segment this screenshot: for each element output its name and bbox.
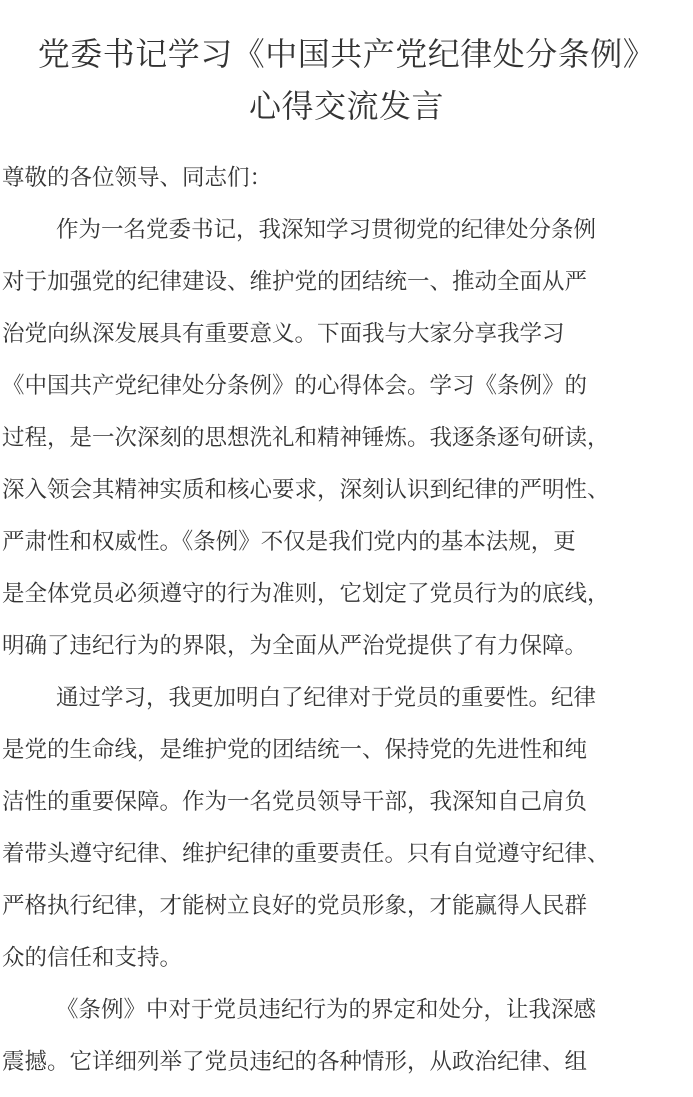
body-text-line: 对于加强党的纪律建设、维护党的团结统一、推动全面从严 (2, 269, 588, 295)
body-text-line: 严格执行纪律，才能树立良好的党员形象，才能赢得人民群 (2, 893, 588, 919)
document-title (0, 0, 693, 132)
body-text-line: 通过学习，我更加明白了纪律对于党员的重要性。纪律 (56, 685, 597, 711)
title-line-1: 党委书记学习《中国共产党纪律处分条例》 (37, 35, 656, 73)
document-body (0, 152, 693, 1088)
body-text-line: 治党向纵深发展具有重要意义。下面我与大家分享我学习 (2, 321, 565, 347)
body-text-line: 众的信任和支持。 (2, 945, 183, 971)
body-text-line: 着带头遵守纪律、维护纪律的重要责任。只有自觉遵守纪律、 (2, 841, 610, 867)
body-text-line: 严肃性和权威性。《条例》不仅是我们党内的基本法规，更 (2, 529, 576, 555)
body-text-line: 洁性的重要保障。作为一名党员领导干部，我深知自己肩负 (2, 789, 588, 815)
body-text-line: 明确了违纪行为的界限，为全面从严治党提供了有力保障。 (2, 633, 588, 659)
body-text-line: 《条例》中对于党员违纪行为的界定和处分，让我深感 (56, 997, 597, 1023)
body-text-line: 过程，是一次深刻的思想洗礼和精神锤炼。我逐条逐句研读， (2, 425, 610, 451)
body-text-line: 深入领会其精神实质和核心要求，深刻认识到纪律的严明性、 (2, 477, 610, 503)
title-line-2: 心得交流发言 (248, 87, 444, 125)
greeting-line: 尊敬的各位领导、同志们： (2, 165, 273, 191)
body-text-line: 《中国共产党纪律处分条例》的心得体会。学习《条例》的 (2, 373, 588, 399)
body-text-line: 作为一名党委书记，我深知学习贯彻党的纪律处分条例 (56, 217, 597, 243)
body-text-line: 是全体党员必须遵守的行为准则，它划定了党员行为的底线， (2, 581, 610, 607)
body-text-line: 震撼。它详细列举了党员违纪的各种情形，从政治纪律、组 (2, 1049, 588, 1075)
body-text-line: 是党的生命线，是维护党的团结统一、保持党的先进性和纯 (2, 737, 588, 763)
body-lines (0, 204, 693, 1088)
